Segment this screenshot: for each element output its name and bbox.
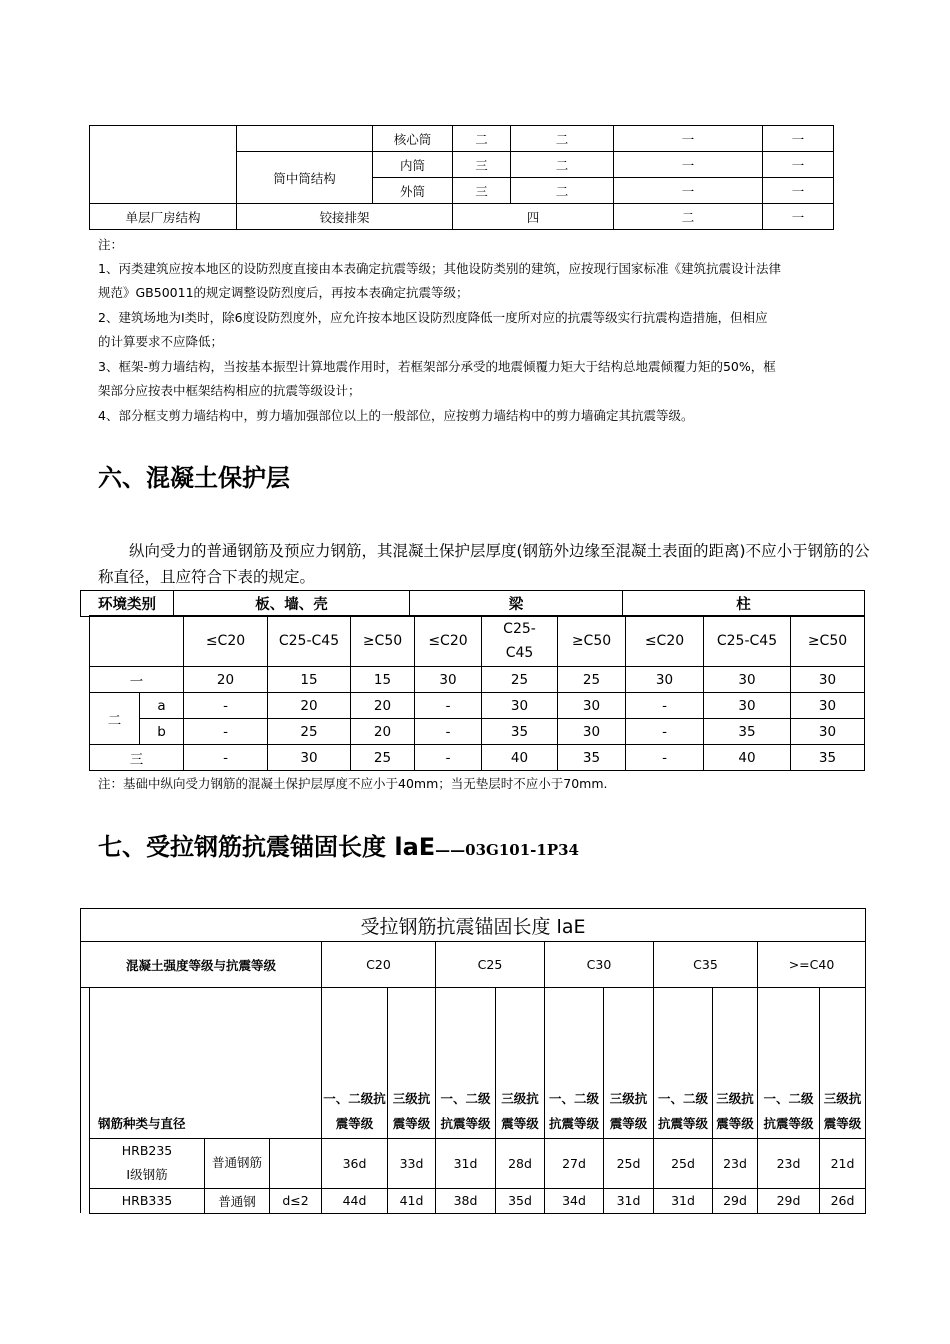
table-cell: 35 — [558, 745, 626, 771]
table-cell: 20 — [184, 667, 268, 693]
cover-thickness-table — [89, 615, 865, 771]
table-cell: 筒中筒结构 — [237, 152, 373, 204]
rebar-type: 普通钢筋 — [205, 1138, 270, 1188]
table-row — [90, 126, 834, 152]
table-cell: 31d — [604, 1188, 654, 1213]
header-cell: 梁 — [410, 591, 623, 617]
table-cell — [81, 988, 90, 1139]
table-row — [81, 942, 866, 988]
table-cell: 30 — [791, 667, 865, 693]
table-cell — [81, 1188, 90, 1213]
table-cell: 30 — [791, 719, 865, 745]
section-heading: 六、混凝土保护层 — [98, 464, 290, 492]
table-cell: 25d — [654, 1138, 713, 1188]
table-cell: 20 — [351, 719, 415, 745]
header-cell: 三级抗震等级 — [496, 988, 545, 1139]
table-cell: 20 — [351, 693, 415, 719]
header-cell — [482, 616, 558, 667]
header-cell: 钢筋种类与直径 — [90, 988, 322, 1139]
table-row — [90, 667, 865, 693]
row-subkey: b — [140, 719, 184, 745]
table-cell — [90, 126, 237, 204]
section-paragraph: 纵向受力的普通钢筋及预应力钢筋，其混凝土保护层厚度(钢筋外边缘至混凝土表面的距离)不应小于钢筋的公称直径，且应符合下表的规定。 — [98, 542, 870, 586]
table-cell: 一 — [763, 204, 834, 230]
table-cell: 35d — [496, 1188, 545, 1213]
note-line: 1、丙类建筑应按本地区的设防烈度直接由本表确定抗震等级；其他设防类别的建筑，应按现行国家标准《建筑抗震设计法律 — [98, 261, 781, 276]
header-cell: 三级抗震等级 — [604, 988, 654, 1139]
table-cell: 30 — [415, 667, 482, 693]
table-cell: 25 — [482, 667, 558, 693]
anchorage-length-table — [80, 908, 866, 1214]
table-title: 受拉钢筋抗震锚固长度 laE — [81, 909, 866, 942]
table-row — [90, 693, 865, 719]
table-cell: 一 — [614, 152, 763, 178]
table-cell: 一 — [614, 126, 763, 152]
header-cell: 环境类别 — [81, 591, 174, 617]
header-cell: ≤C20 — [626, 616, 704, 667]
header-cell: ≥C50 — [558, 616, 626, 667]
table-cell: 二 — [511, 126, 614, 152]
header-cell: ≥C50 — [791, 616, 865, 667]
table-cell: 铰接排架 — [237, 204, 453, 230]
section-heading — [98, 827, 579, 862]
table-cell: 二 — [453, 126, 511, 152]
table-cell: 20 — [268, 693, 351, 719]
table-cell: 25 — [558, 667, 626, 693]
row-key: 一 — [90, 667, 184, 693]
table-cell: 30 — [704, 667, 791, 693]
header-cell: ≤C20 — [184, 616, 268, 667]
table-cell: - — [626, 719, 704, 745]
header-cell: >=C40 — [758, 942, 866, 988]
table-cell: 23d — [713, 1138, 758, 1188]
table-cell: - — [184, 719, 268, 745]
header-cell: 三级抗震等级 — [713, 988, 758, 1139]
table-cell: 30 — [558, 693, 626, 719]
table-cell: 30 — [626, 667, 704, 693]
table-row — [81, 1138, 866, 1188]
row-key: 三 — [90, 745, 184, 771]
table-row — [81, 988, 866, 1139]
table-cell: 核心筒 — [373, 126, 453, 152]
table-row — [81, 1188, 866, 1213]
notes-label: 注： — [98, 237, 124, 252]
table-row — [90, 719, 865, 745]
table-cell: 29d — [713, 1188, 758, 1213]
table-cell: 30 — [704, 693, 791, 719]
table-cell — [81, 1138, 90, 1188]
table-cell: 29d — [758, 1188, 820, 1213]
header-cell: 柱 — [623, 591, 865, 617]
table-row — [90, 204, 834, 230]
header-cell-line: C45 — [505, 645, 534, 661]
table-cell: 27d — [545, 1138, 604, 1188]
table-cell: 30 — [791, 693, 865, 719]
table-cell: 三 — [453, 152, 511, 178]
section-heading-suffix: ——03G101-1P34 — [435, 841, 579, 859]
row-key: 二 — [90, 693, 140, 745]
table-row — [90, 616, 865, 667]
section-heading-title: 七、受拉钢筋抗震锚固长度 laE — [98, 833, 436, 861]
rebar-diameter: d≤2 — [270, 1188, 322, 1213]
row-subkey: a — [140, 693, 184, 719]
table-cell: - — [415, 693, 482, 719]
header-cell: ≤C20 — [415, 616, 482, 667]
header-cell: C30 — [545, 942, 654, 988]
seismic-grade-table — [89, 125, 834, 230]
header-cell: 一、二级抗震等级 — [654, 988, 713, 1139]
header-cell: C20 — [322, 942, 436, 988]
rebar-type: 普通钢 — [205, 1188, 270, 1213]
table-cell: 31d — [436, 1138, 496, 1188]
table-cell: 35 — [704, 719, 791, 745]
table-cell: 35 — [791, 745, 865, 771]
table-cell: 23d — [758, 1138, 820, 1188]
header-cell: 混凝土强度等级与抗震等级 — [81, 942, 322, 988]
table-cell: 25 — [351, 745, 415, 771]
table-cell: 35 — [482, 719, 558, 745]
note-line: 的计算要求不应降低； — [98, 334, 224, 349]
header-cell: 一、二级抗震等级 — [436, 988, 496, 1139]
table-cell: 40 — [482, 745, 558, 771]
table-cell: 25d — [604, 1138, 654, 1188]
note-line: 2、建筑场地为Ⅰ类时，除6度设防烈度外，应允许按本地区设防烈度降低一度所对应的抗震等级实行抗震构造措施，但相应 — [98, 310, 768, 325]
rebar-name-line: HRB235 — [121, 1143, 173, 1158]
table-row — [90, 745, 865, 771]
table-cell: 40 — [704, 745, 791, 771]
table-cell: 三 — [453, 178, 511, 204]
header-cell: 一、二级抗震等级 — [545, 988, 604, 1139]
note-line: 3、框架-剪力墙结构，当按基本振型计算地震作用时，若框架部分承受的地震倾覆力矩大于结构总地震倾覆力矩的50%，框 — [98, 359, 776, 374]
table-note: 注：基础中纵向受力钢筋的混凝土保护层厚度不应小于40mm；当无垫层时不应小于70mm. — [98, 776, 608, 791]
table-cell: 30 — [268, 745, 351, 771]
note-line: 架部分应按表中框架结构相应的抗震等级设计； — [98, 383, 361, 398]
table-cell: 31d — [654, 1188, 713, 1213]
table-cell: 15 — [351, 667, 415, 693]
table-row — [81, 591, 865, 617]
table-cell: 34d — [545, 1188, 604, 1213]
table-cell: - — [184, 693, 268, 719]
table-cell: - — [184, 745, 268, 771]
table-cell: 36d — [322, 1138, 388, 1188]
header-cell: C25-C45 — [268, 616, 351, 667]
table-cell: 二 — [511, 178, 614, 204]
rebar-name-line: Ⅰ级钢筋 — [126, 1167, 168, 1182]
table-cell: 一 — [763, 152, 834, 178]
table-cell: 二 — [511, 152, 614, 178]
table-cell: 30 — [558, 719, 626, 745]
table-cell: 21d — [820, 1138, 866, 1188]
table-cell: 25 — [268, 719, 351, 745]
table-cell: - — [415, 745, 482, 771]
table-cell: - — [626, 693, 704, 719]
table-cell: 28d — [496, 1138, 545, 1188]
table-cell — [90, 616, 184, 667]
table-cell: 内筒 — [373, 152, 453, 178]
table-cell: 一 — [763, 126, 834, 152]
table-cell: 30 — [482, 693, 558, 719]
table-cell: 41d — [388, 1188, 436, 1213]
rebar-name — [90, 1138, 205, 1188]
table-cell: 一 — [614, 178, 763, 204]
header-cell: C25-C45 — [704, 616, 791, 667]
table-cell — [237, 126, 373, 152]
table-cell: 四 — [453, 204, 614, 230]
cover-table-header — [80, 590, 865, 617]
table-cell: 33d — [388, 1138, 436, 1188]
table-cell: 外筒 — [373, 178, 453, 204]
table-cell: 单层厂房结构 — [90, 204, 237, 230]
header-cell: 一、二级抗震等级 — [758, 988, 820, 1139]
table-cell: 44d — [322, 1188, 388, 1213]
header-cell: ≥C50 — [351, 616, 415, 667]
header-cell: 三级抗震等级 — [388, 988, 436, 1139]
table-cell: 26d — [820, 1188, 866, 1213]
table-cell: 38d — [436, 1188, 496, 1213]
table-cell: 一 — [763, 178, 834, 204]
table-row — [81, 909, 866, 942]
table-cell: 二 — [614, 204, 763, 230]
header-cell: 一、二级抗震等级 — [322, 988, 388, 1139]
header-cell: 三级抗震等级 — [820, 988, 866, 1139]
rebar-name: HRB335 — [90, 1188, 205, 1213]
header-cell-line: C25- — [503, 621, 536, 637]
header-cell: 板、墙、壳 — [174, 591, 410, 617]
note-line: 规范》GB50011的规定调整设防烈度后，再按本表确定抗震等级； — [98, 285, 469, 300]
header-cell: C35 — [654, 942, 758, 988]
table-cell: 15 — [268, 667, 351, 693]
rebar-diameter — [270, 1138, 322, 1188]
table-cell: - — [415, 719, 482, 745]
note-line: 4、部分框支剪力墙结构中，剪力墙加强部位以上的一般部位，应按剪力墙结构中的剪力墙确定其抗震等级。 — [98, 408, 694, 423]
header-cell: C25 — [436, 942, 545, 988]
table-cell: - — [626, 745, 704, 771]
